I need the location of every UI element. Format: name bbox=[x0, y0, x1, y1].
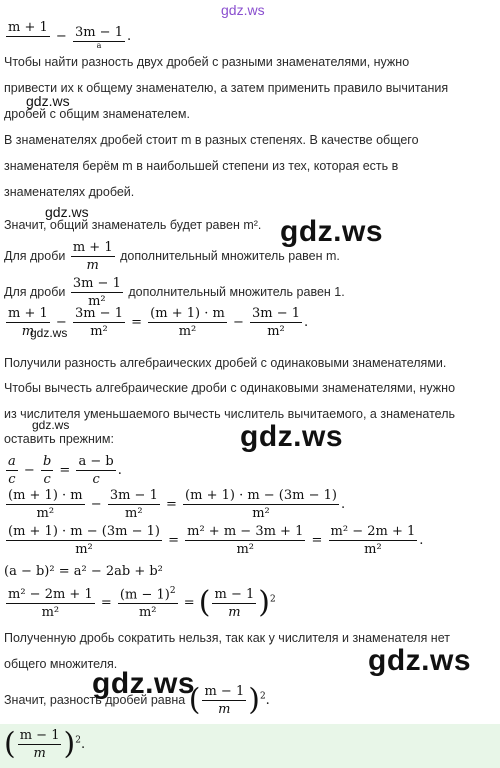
fraction-m-plus-1: $\frac{m + 1}{m}$ bbox=[8, 20, 48, 53]
paragraph-line: общего множителя. bbox=[4, 657, 118, 671]
paragraph-line: из числителя уменьшаемого вычесть числитель вычитаемого, а знаменатель bbox=[4, 407, 455, 421]
paragraph-line: Значит, общий знаменатель будет равен m². bbox=[4, 218, 262, 232]
fraction-3m-minus-1: $\frac{3m - 1}{a}$ bbox=[74, 24, 123, 50]
paragraph-line: оставить прежним: bbox=[4, 432, 114, 446]
paragraph-line: В знаменателях дробей стоит m в разных степенях. В качестве общего bbox=[4, 133, 419, 147]
final-transformation: $\frac{\text{m² − 2m + 1}}{\text{m²}}$ = $\frac{(m - 1)^2}{\text{m²}}$ = ( $\frac{m - 1}{m}$ )$^2$ bbox=[8, 585, 276, 621]
watermark: gdz.ws bbox=[280, 215, 384, 248]
paragraph-line: Чтобы вычесть алгебраические дроби с одинаковыми знаменателями, нужно bbox=[4, 381, 456, 395]
watermark: gdz.ws bbox=[92, 667, 196, 700]
factor-line-1: Для дроби $\frac{m + 1}{m}$ дополнительный множитель равен m. bbox=[4, 240, 340, 273]
watermark: gdz.ws bbox=[368, 644, 472, 677]
fraction: $\frac{3m - 1}{\text{m²}}$ bbox=[72, 276, 121, 309]
watermark-top: gdz.ws bbox=[221, 2, 265, 18]
watermark: gdz.ws bbox=[30, 326, 68, 340]
paragraph-line: знаменателя берём m в наибольшей степени из тех, которая есть в bbox=[4, 159, 399, 173]
watermark: gdz.ws bbox=[26, 93, 70, 109]
subtraction-equation: $\frac{(m + 1) \cdot m}{\text{m²}}$ − $\frac{3m - 1}{\text{m²}}$ = $\frac{(m + 1) \cdot m - (3m - 1)}{\text{m²}}$ . bbox=[8, 488, 346, 521]
paragraph-line: Чтобы найти разность двух дробей с разными знаменателями, нужно bbox=[4, 55, 410, 69]
factor-line-2: Для дроби $\frac{3m - 1}{\text{m²}}$ дополнительный множитель равен 1. bbox=[4, 276, 345, 309]
rule-equation: $\frac{a}{c}$ − $\frac{b}{c}$ = $\frac{a - b}{c}$ . bbox=[8, 454, 122, 487]
expression-start: $\frac{m + 1}{m}$ − $\frac{3m - 1}{a}$ . bbox=[8, 20, 132, 53]
paragraph-line: дробей с общим знаменателем. bbox=[4, 107, 190, 121]
paragraph-line: Получили разность алгебраических дробей с одинаковыми знаменателями. bbox=[4, 356, 447, 370]
paragraph-line: привести их к общему знаменателю, а затем применить правило вычитания bbox=[4, 81, 449, 95]
conclusion-line: Значит, разность дробей равна ( $\frac{m - 1}{m}$ )$^2$. bbox=[4, 682, 270, 718]
watermark: gdz.ws bbox=[45, 204, 89, 220]
square-identity: (a − b)² = a² − 2ab + b² bbox=[4, 564, 163, 579]
paragraph-line: Полученную дробь сократить нельзя, так как у числителя и знаменателя нет bbox=[4, 631, 450, 645]
paragraph-line: знаменателях дробей. bbox=[4, 185, 135, 199]
watermark: gdz.ws bbox=[240, 420, 344, 453]
simplification-equation: $\frac{(m + 1) \cdot m - (3m - 1)}{\text{m²}}$ = $\frac{\text{m² + m − 3m + 1}}{\text{m²}}$ = $\frac{\text{m² − 2m + 1}}{\text{m²}}$ . bbox=[8, 524, 424, 557]
watermark: gdz.ws bbox=[32, 418, 70, 432]
equation-common-denominator: $\frac{m + 1}{m}$ − $\frac{3m - 1}{\text{m²}}$ = $\frac{(m + 1) \cdot m}{\text{m²}}$ − $\frac{3m - 1}{\text{m²}}$ . bbox=[8, 306, 309, 339]
answer-expression: ( $\frac{m - 1}{m}$ )$^2$. bbox=[4, 726, 86, 762]
fraction: $\frac{m + 1}{m}$ bbox=[72, 240, 113, 273]
